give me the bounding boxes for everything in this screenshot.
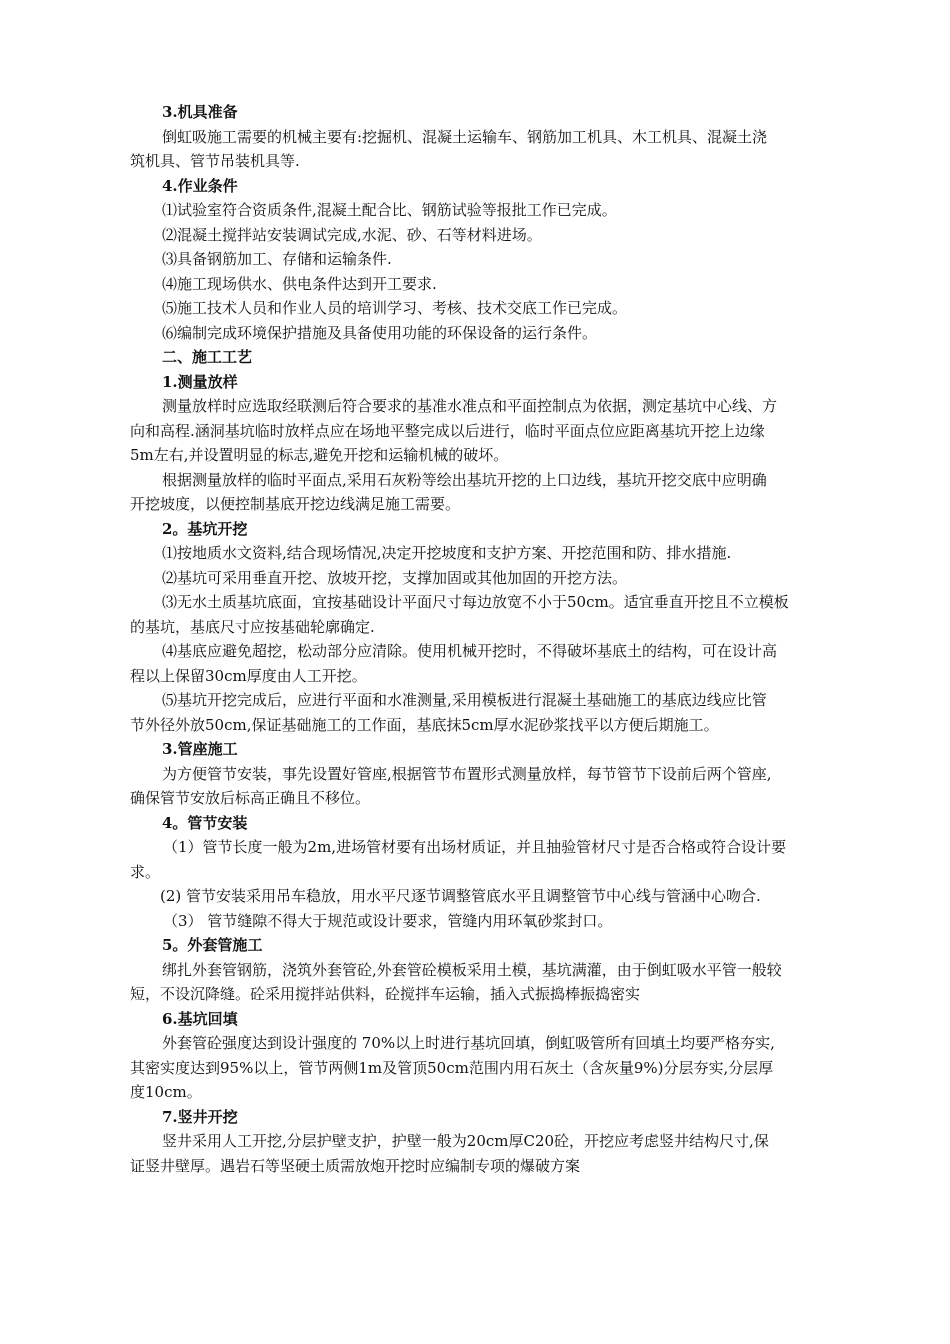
paragraph-line: 度10cm。: [130, 1083, 202, 1101]
section-heading: 2。基坑开挖: [162, 519, 248, 538]
paragraph-line: 绑扎外套管钢筋，浇筑外套管砼,外套管砼模板采用土模，基坑满灌，由于倒虹吸水平管一般较: [162, 960, 782, 979]
paragraph-line: 5m左右,并设置明显的标志,避免开挖和运输机械的破坏。: [130, 446, 509, 464]
paragraph-line: 程以上保留30cm厚度由人工开挖。: [130, 666, 367, 685]
paragraph-line: 竖井采用人工开挖,分层护壁支护，护壁一般为20cm厚C20砼，开挖应考虑竖井结构尺寸,保: [162, 1132, 769, 1150]
section-heading: 4.作业条件: [162, 176, 238, 195]
paragraph-line: (2) 管节安装采用吊车稳放，用水平尺逐节调整管底水平且调整管节中心线与管涵中心吻合.: [160, 887, 761, 905]
paragraph-line: 根据测量放样的临时平面点,采用石灰粉等绘出基坑开挖的上口边线，基坑开挖交底中应明确: [162, 470, 767, 489]
section-heading: 7.竖井开挖: [162, 1107, 238, 1126]
paragraph-line: 确保管节安放后标高正确且不移位。: [130, 789, 371, 807]
section-heading: 3.管座施工: [162, 740, 238, 758]
paragraph-line: 的基坑，基底尺寸应按基础轮廓确定.: [130, 617, 375, 636]
paragraph-line: ⑶具备钢筋加工、存储和运输条件.: [162, 250, 392, 268]
paragraph-line: 倒虹吸施工需要的机械主要有:挖掘机、混凝土运输车、钢筋加工机具、木工机具、混凝土浇: [162, 127, 768, 146]
paragraph-line: ⑴按地质水文资料,结合现场情况,决定开挖坡度和支护方案、开挖范围和防、排水措施.: [162, 544, 732, 562]
paragraph-line: （3） 管节缝隙不得大于规范或设计要求，管缝内用环氧砂浆封口。: [163, 911, 613, 930]
paragraph-line: 开挖坡度，以便控制基底开挖边线满足施工需要。: [130, 495, 461, 513]
paragraph-line: 筑机具、管节吊装机具等.: [130, 152, 300, 170]
paragraph-line: 其密实度达到95%以上，管节两侧1m及管顶50cm范围内用石灰土（含灰量9%)分层夯实,分层厚: [130, 1058, 774, 1077]
section-heading: 1.测量放样: [162, 372, 238, 391]
paragraph-line: 节外径外放50cm,保证基础施工的工作面，基底抹5cm厚水泥砂浆找平以方便后期施工。: [130, 715, 719, 734]
section-heading: 3.机具准备: [162, 103, 238, 121]
paragraph-line: ⑷基底应避免超挖，松动部分应清除。使用机械开挖时，不得破坏基底土的结构，可在设计高: [162, 642, 778, 660]
paragraph-line: 求。: [130, 862, 161, 881]
paragraph-line: 向和高程.涵洞基坑临时放样点应在场地平整完成以后进行，临时平面点位应距离基坑开挖上边缘: [130, 421, 765, 440]
paragraph-line: 测量放样时应选取经联测后符合要求的基准水准点和平面控制点为依据，测定基坑中心线、方: [162, 397, 778, 415]
paragraph-line: ⑵基坑可采用垂直开挖、放坡开挖，支撑加固或其他加固的开挖方法。: [162, 568, 628, 587]
paragraph-line: ⑹编制完成环境保护措施及具备使用功能的环保设备的运行条件。: [162, 323, 598, 342]
paragraph-line: ⑸基坑开挖完成后，应进行平面和水准测量,采用模板进行混凝土基础施工的基底边线应比管: [162, 691, 767, 709]
paragraph-line: 证竖井壁厚。遇岩石等坚硬土质需放炮开挖时应编制专项的爆破方案: [130, 1156, 581, 1175]
paragraph-line: ⑵混凝土搅拌站安装调试完成,水泥、砂、石等材料进场。: [162, 225, 542, 244]
paragraph-line: 为方便管节安装，事先设置好管座,根据管节布置形式测量放样，每节管节下设前后两个管座,: [162, 764, 772, 783]
document-page: [130, 100, 850, 1178]
paragraph-line: ⑴试验室符合资质条件,混凝土配合比、钢筋试验等报批工作已完成。: [162, 201, 617, 219]
section-heading: 二、施工工艺: [162, 348, 253, 366]
paragraph-line: ⑷施工现场供水、供电条件达到开工要求.: [162, 274, 437, 293]
paragraph-line: （1）管节长度一般为2m,进场管材要有出场材质证，并且抽验管材尺寸是否合格或符合设计要: [163, 838, 787, 856]
paragraph-line: 外套管砼强度达到设计强度的 70%以上时进行基坑回填，倒虹吸管所有回填土均要严格夯实,: [162, 1034, 775, 1052]
paragraph-line: ⑸施工技术人员和作业人员的培训学习、考核、技术交底工作已完成。: [162, 299, 628, 317]
paragraph-line: ⑶无水土质基坑底面，宜按基础设计平面尺寸每边放宽不小于50cm。适宜垂直开挖且不立模板: [162, 593, 789, 611]
section-heading: 4。管节安装: [162, 813, 248, 832]
section-heading: 5。外套管施工: [162, 936, 263, 954]
paragraph-line: 短，不设沉降缝。砼采用搅拌站供料，砼搅拌车运输，插入式振捣棒振捣密实: [130, 985, 641, 1003]
section-heading: 6.基坑回填: [162, 1009, 238, 1028]
